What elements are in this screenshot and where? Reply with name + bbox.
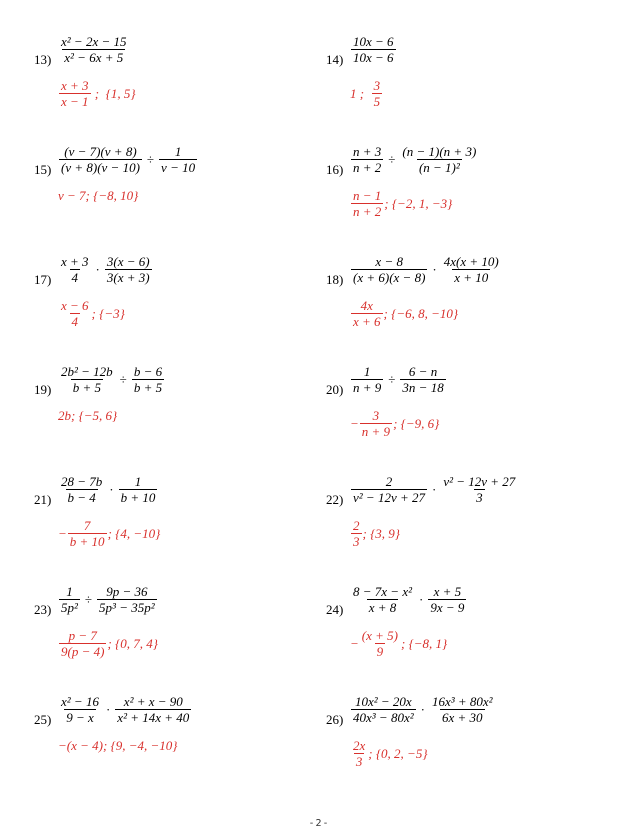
answer-text: −: [350, 635, 359, 651]
expression-fraction-denominator: x + 10: [454, 270, 489, 285]
expression-fraction: [104, 254, 153, 285]
expression-fraction-denominator: v² − 12v + 27: [353, 490, 425, 505]
expression-fraction-denominator: (x + 6)(x − 8): [353, 270, 426, 285]
expression-fraction-numerator: x + 3: [61, 254, 89, 269]
expression-fraction: [399, 144, 479, 175]
expression-fraction-numerator: (v − 7)(v + 8): [64, 144, 137, 159]
expression-fraction: [429, 694, 496, 725]
problem-number: 16): [326, 162, 344, 177]
answer-fraction: [350, 188, 384, 219]
problem-expression: [350, 694, 496, 725]
expression-fraction-numerator: x² + x − 90: [123, 694, 183, 709]
problem-expression: [58, 34, 129, 65]
expression-fraction-denominator: v − 10: [161, 160, 196, 175]
answer: [58, 628, 158, 659]
answer-fraction-denominator: 9(p − 4): [61, 644, 105, 659]
expression-fraction: [350, 254, 428, 285]
answer-fraction: [58, 78, 92, 109]
expression-fraction: [58, 254, 92, 285]
answer: [58, 518, 160, 549]
expression-fraction-denominator: 3: [476, 490, 483, 505]
expression-fraction-numerator: 28 − 7b: [61, 474, 103, 489]
expression-fraction-numerator: v² − 12v + 27: [443, 474, 516, 489]
answer-fraction-numerator: 3: [373, 78, 381, 93]
answer-fraction-numerator: 4x: [360, 298, 373, 313]
problem-expression: [350, 474, 518, 505]
answer: [350, 298, 458, 329]
expression-fraction-numerator: (n − 1)(n + 3): [402, 144, 477, 159]
expression-fraction: [158, 144, 198, 175]
expression-fraction-denominator: 5p³ − 35p²: [99, 600, 155, 615]
expression-fraction: [350, 34, 397, 65]
answer-fraction-numerator: 3: [372, 408, 380, 423]
answer: [58, 738, 178, 754]
expression-fraction: [350, 144, 384, 175]
page-number: -2-: [308, 818, 330, 829]
answer: [350, 78, 383, 109]
answer-excluded-values: ; {−2, 1, −3}: [384, 195, 453, 211]
expression-fraction: [441, 254, 502, 285]
expression-fraction: [58, 694, 102, 725]
answer-fraction-denominator: 9: [376, 644, 384, 659]
answer: [58, 78, 136, 109]
expression-fraction: [131, 364, 165, 395]
expression-fraction-numerator: 3(x − 6): [106, 254, 150, 269]
expression-fraction-denominator: (n − 1)²: [418, 160, 460, 175]
problem-expression: [350, 584, 467, 615]
expression-fraction-denominator: b + 10: [120, 490, 156, 505]
answer-fraction: [350, 298, 384, 329]
answer-fraction-numerator: 7: [83, 518, 91, 533]
operator: ÷: [388, 151, 396, 167]
answer-fraction-denominator: 5: [373, 94, 381, 109]
operator: ·: [420, 701, 425, 717]
answer-fraction-denominator: 3: [355, 754, 363, 769]
expression-fraction-denominator: b − 4: [67, 490, 96, 505]
expression-fraction: [399, 364, 446, 395]
expression-fraction-denominator: 3n − 18: [402, 380, 444, 395]
problem-expression: [58, 584, 158, 615]
problem-expression: [350, 364, 447, 395]
answer-fraction-numerator: 2x: [353, 738, 366, 753]
expression-fraction-numerator: n + 3: [353, 144, 382, 159]
expression-fraction-denominator: n + 2: [353, 160, 382, 175]
expression-fraction-numerator: 10x − 6: [353, 34, 394, 49]
answer: [350, 408, 439, 439]
problem-number: 18): [326, 272, 344, 287]
answer: [350, 738, 428, 769]
answer-fraction-denominator: 3: [353, 534, 360, 549]
problem-expression: [58, 144, 198, 175]
answer-fraction-numerator: (x + 5): [361, 628, 398, 643]
expression-fraction-numerator: 1: [174, 144, 182, 159]
answer-fraction-denominator: 4: [71, 314, 79, 329]
expression-fraction-numerator: 1: [66, 584, 73, 599]
expression-fraction-denominator: n + 9: [353, 380, 382, 395]
expression-fraction-numerator: 6 − n: [408, 364, 438, 379]
operator: ÷: [119, 371, 127, 387]
answer-excluded-values: ; {−6, 8, −10}: [383, 305, 459, 321]
problem-number: 13): [34, 52, 52, 67]
expression-fraction-numerator: 2: [385, 474, 393, 489]
expression-fraction-denominator: 9 − x: [66, 710, 94, 725]
expression-fraction-numerator: 16x³ + 80x²: [431, 694, 493, 709]
answer-excluded-values: ; {0, 2, −5}: [368, 745, 428, 761]
expression-fraction-denominator: 4: [71, 270, 79, 285]
expression-fraction-denominator: (v + 8)(v − 10): [61, 160, 140, 175]
expression-fraction: [96, 584, 158, 615]
answer-fraction-numerator: 2: [353, 518, 360, 533]
expression-fraction-denominator: x + 8: [368, 600, 397, 615]
answer-excluded-values: ; {1, 5}: [91, 85, 136, 101]
expression-fraction-numerator: 9p − 36: [106, 584, 148, 599]
operator: ·: [109, 481, 114, 497]
answer-fraction-denominator: b + 10: [69, 534, 105, 549]
expression-fraction-numerator: x + 5: [433, 584, 462, 599]
operator: ·: [105, 701, 111, 717]
operator: ÷: [388, 371, 396, 387]
expression-fraction-numerator: 1: [363, 364, 371, 379]
expression-fraction-numerator: 8 − 7x − x²: [353, 584, 412, 599]
answer-excluded-values: ; {−3}: [91, 305, 125, 321]
problem-expression: [350, 144, 479, 175]
answer-fraction-numerator: x + 3: [61, 78, 89, 93]
problem-number: 22): [326, 492, 344, 507]
answer-fraction-denominator: n + 9: [361, 424, 391, 439]
answer-fraction-numerator: x − 6: [61, 298, 89, 313]
expression-fraction: [350, 474, 428, 505]
expression-fraction-numerator: 4x(x + 10): [443, 254, 499, 269]
expression-fraction: [58, 364, 116, 395]
answer-fraction: [350, 518, 363, 549]
answer: [350, 518, 400, 549]
answer: [58, 408, 117, 424]
expression-fraction: [350, 364, 384, 395]
answer-fraction: [371, 78, 384, 109]
problem-expression: [58, 364, 165, 395]
answer: [350, 628, 447, 659]
expression-fraction: [58, 144, 143, 175]
answer-fraction-denominator: x − 1: [61, 94, 89, 109]
expression-fraction-numerator: x² − 2x − 15: [61, 34, 127, 49]
expression-fraction: [58, 584, 81, 615]
expression-fraction: [114, 694, 192, 725]
answer-fraction-denominator: x + 6: [353, 314, 381, 329]
operator: ·: [95, 261, 100, 277]
expression-fraction: [58, 34, 129, 65]
problem-number: 20): [326, 382, 344, 397]
expression-fraction-denominator: b + 5: [133, 380, 163, 395]
problem-expression: [58, 474, 158, 505]
answer-fraction-numerator: p − 7: [68, 628, 97, 643]
expression-fraction-numerator: 10x² − 20x: [354, 694, 412, 709]
answer-fraction: [58, 628, 107, 659]
answer: [58, 188, 138, 204]
problem-number: 23): [34, 602, 52, 617]
operator: ·: [432, 261, 437, 277]
expression-fraction-numerator: b − 6: [133, 364, 163, 379]
problem-expression: [58, 694, 192, 725]
problem-26: [326, 694, 626, 822]
operator: ·: [431, 481, 437, 497]
problem-expression: [58, 254, 153, 285]
expression-fraction-denominator: x² + 14x + 40: [117, 710, 190, 725]
expression-fraction-numerator: x − 8: [375, 254, 403, 269]
answer: [58, 298, 125, 329]
expression-fraction-denominator: 6x + 30: [441, 710, 483, 725]
answer-fraction-numerator: n − 1: [353, 188, 382, 203]
answer-fraction: [359, 628, 401, 659]
expression-fraction-denominator: 40x³ − 80x²: [353, 710, 414, 725]
problem-number: 24): [326, 602, 344, 617]
expression-fraction-denominator: 10x − 6: [353, 50, 394, 65]
problem-number: 26): [326, 712, 344, 727]
expression-fraction-denominator: x² − 6x + 5: [64, 50, 124, 65]
expression-fraction: [118, 474, 159, 505]
problem-expression: [350, 254, 502, 285]
expression-fraction-numerator: 2b² − 12b: [61, 364, 113, 379]
answer-excluded-values: ; {−8, 1}: [400, 635, 448, 651]
problem-number: 21): [34, 492, 52, 507]
answer-text: −: [350, 415, 359, 431]
answer-text: −(x − 4); {9, −4, −10}: [58, 738, 178, 753]
expression-fraction: [350, 694, 417, 725]
operator: ÷: [84, 591, 93, 607]
answer-fraction: [359, 408, 393, 439]
expression-fraction-denominator: 5p²: [61, 600, 78, 615]
answer-text: 1 ;: [350, 85, 371, 101]
operator: ÷: [146, 151, 155, 167]
expression-fraction-denominator: 9x − 9: [430, 600, 465, 615]
expression-fraction-numerator: 1: [134, 474, 142, 489]
answer-text: 2b; {−5, 6}: [58, 408, 118, 423]
answer-excluded-values: ; {−9, 6}: [393, 415, 440, 431]
expression-fraction-numerator: x² − 16: [61, 694, 99, 709]
answer-fraction-denominator: n + 2: [353, 204, 382, 219]
answer-fraction: [58, 298, 92, 329]
problem-number: 17): [34, 272, 52, 287]
problem-number: 25): [34, 712, 52, 727]
answer-fraction: [67, 518, 108, 549]
answer-excluded-values: ; {4, −10}: [107, 525, 161, 541]
expression-fraction: [440, 474, 518, 505]
answer: [350, 188, 452, 219]
expression-fraction-denominator: b + 5: [72, 380, 101, 395]
answer-excluded-values: ; {0, 7, 4}: [107, 635, 158, 651]
problem-25: [34, 694, 334, 822]
problem-number: 19): [34, 382, 52, 397]
expression-fraction-denominator: 3(x + 3): [106, 270, 150, 285]
answer-fraction: [350, 738, 368, 769]
problem-expression: [350, 34, 397, 65]
expression-fraction: [427, 584, 467, 615]
answer-excluded-values: ; {3, 9}: [362, 525, 400, 541]
answer-text: −: [58, 525, 67, 541]
operator: ·: [418, 591, 424, 607]
expression-fraction: [350, 584, 415, 615]
problem-number: 15): [34, 162, 52, 177]
expression-fraction: [58, 474, 105, 505]
problem-number: 14): [326, 52, 344, 67]
answer-text: v − 7; {−8, 10}: [58, 188, 139, 203]
